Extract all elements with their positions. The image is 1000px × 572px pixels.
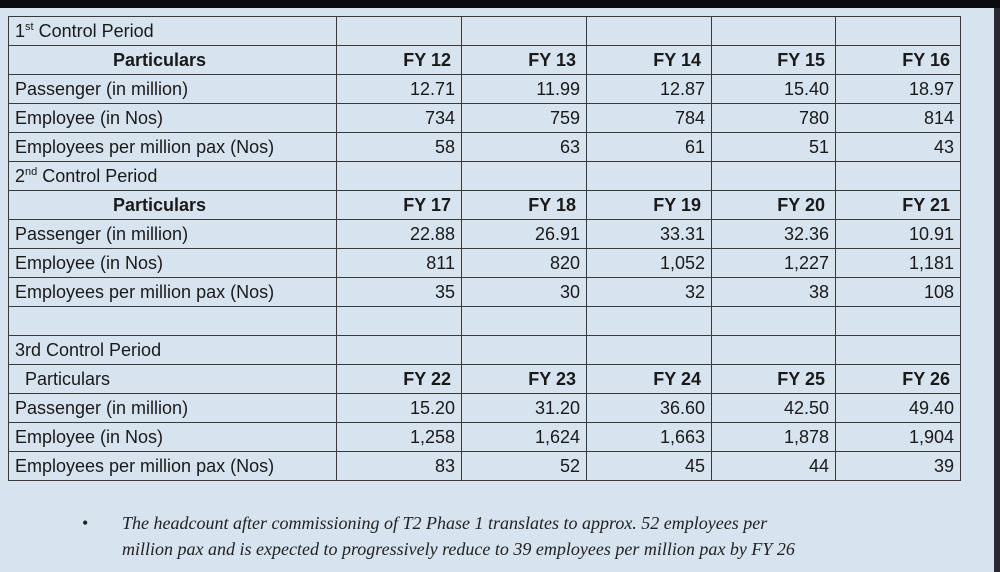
header-row xyxy=(9,365,961,394)
year-header: FY 25 xyxy=(712,365,836,394)
table-cell: 1,663 xyxy=(587,423,712,452)
table-cell: 1,624 xyxy=(462,423,587,452)
table-row xyxy=(9,104,961,133)
header-row xyxy=(9,46,961,75)
table-cell: 51 xyxy=(712,133,836,162)
table-cell: 49.40 xyxy=(836,394,961,423)
table-cell: 32 xyxy=(587,278,712,307)
table-cell: 759 xyxy=(462,104,587,133)
row-label: Employees per million pax (Nos) xyxy=(9,133,337,162)
row-label: Employee (in Nos) xyxy=(9,423,337,452)
table-cell: 42.50 xyxy=(712,394,836,423)
table-cell: 12.87 xyxy=(587,75,712,104)
year-header: FY 23 xyxy=(462,365,587,394)
table-cell: 30 xyxy=(462,278,587,307)
table-row xyxy=(9,75,961,104)
row-label: Passenger (in million) xyxy=(9,394,337,423)
table-cell: 1,181 xyxy=(836,249,961,278)
year-header: FY 17 xyxy=(337,191,462,220)
table-cell: 15.20 xyxy=(337,394,462,423)
table-cell: 33.31 xyxy=(587,220,712,249)
employee-productivity-table xyxy=(8,16,961,481)
year-header: FY 16 xyxy=(836,46,961,75)
table-cell: 784 xyxy=(587,104,712,133)
year-header: FY 21 xyxy=(836,191,961,220)
period-title: 3rd Control Period xyxy=(9,336,337,365)
period-title-row xyxy=(9,162,961,191)
table-row xyxy=(9,452,961,481)
table-cell: 11.99 xyxy=(462,75,587,104)
table-cell: 63 xyxy=(462,133,587,162)
table-cell: 15.40 xyxy=(712,75,836,104)
table-cell: 36.60 xyxy=(587,394,712,423)
table-cell: 61 xyxy=(587,133,712,162)
year-header: FY 13 xyxy=(462,46,587,75)
table-cell: 83 xyxy=(337,452,462,481)
table-row xyxy=(9,220,961,249)
table-cell: 45 xyxy=(587,452,712,481)
table-cell: 10.91 xyxy=(836,220,961,249)
particulars-header: Particulars xyxy=(9,365,337,394)
table-cell: 22.88 xyxy=(337,220,462,249)
table-cell: 1,878 xyxy=(712,423,836,452)
table-cell: 31.20 xyxy=(462,394,587,423)
note-line-2: million pax and is expected to progressively reduce to 39 employees per million pax by FY 26 xyxy=(122,539,795,559)
table-cell: 1,227 xyxy=(712,249,836,278)
table-row xyxy=(9,423,961,452)
particulars-header: Particulars xyxy=(9,46,337,75)
spacer-row xyxy=(9,307,961,336)
row-label: Passenger (in million) xyxy=(9,75,337,104)
period-title-row xyxy=(9,336,961,365)
table-cell: 32.36 xyxy=(712,220,836,249)
bullet-icon: • xyxy=(82,513,89,533)
year-header: FY 12 xyxy=(337,46,462,75)
table-cell: 26.91 xyxy=(462,220,587,249)
right-border xyxy=(994,8,1000,572)
year-header: FY 26 xyxy=(836,365,961,394)
year-header: FY 18 xyxy=(462,191,587,220)
table-cell: 39 xyxy=(836,452,961,481)
period-title: 2nd Control Period xyxy=(9,162,337,191)
table-cell: 38 xyxy=(712,278,836,307)
period-title: 1st Control Period xyxy=(9,17,337,46)
year-header: FY 20 xyxy=(712,191,836,220)
table-cell: 108 xyxy=(836,278,961,307)
year-header: FY 22 xyxy=(337,365,462,394)
table-cell: 1,052 xyxy=(587,249,712,278)
row-label: Employees per million pax (Nos) xyxy=(9,452,337,481)
row-label: Passenger (in million) xyxy=(9,220,337,249)
row-label: Employees per million pax (Nos) xyxy=(9,278,337,307)
table-cell: 780 xyxy=(712,104,836,133)
table-row xyxy=(9,133,961,162)
table-row xyxy=(9,394,961,423)
note-line-1: The headcount after commissioning of T2 Phase 1 translates to approx. 52 employees per xyxy=(122,513,768,533)
table-cell: 1,258 xyxy=(337,423,462,452)
particulars-header: Particulars xyxy=(9,191,337,220)
year-header: FY 15 xyxy=(712,46,836,75)
table-cell: 814 xyxy=(836,104,961,133)
table-cell: 811 xyxy=(337,249,462,278)
document-page xyxy=(0,8,1000,572)
table-cell: 58 xyxy=(337,133,462,162)
table-cell: 12.71 xyxy=(337,75,462,104)
top-border xyxy=(0,0,1000,8)
table-cell: 734 xyxy=(337,104,462,133)
table-cell: 44 xyxy=(712,452,836,481)
table-cell: 1,904 xyxy=(836,423,961,452)
table-cell: 52 xyxy=(462,452,587,481)
year-header: FY 24 xyxy=(587,365,712,394)
table-cell: 820 xyxy=(462,249,587,278)
table-cell: 43 xyxy=(836,133,961,162)
row-label: Employee (in Nos) xyxy=(9,249,337,278)
year-header: FY 14 xyxy=(587,46,712,75)
bullet-note xyxy=(82,510,968,562)
table-row xyxy=(9,278,961,307)
row-label: Employee (in Nos) xyxy=(9,104,337,133)
year-header: FY 19 xyxy=(587,191,712,220)
table-cell: 18.97 xyxy=(836,75,961,104)
header-row xyxy=(9,191,961,220)
table-row xyxy=(9,249,961,278)
table-cell: 35 xyxy=(337,278,462,307)
period-title-row xyxy=(9,17,961,46)
